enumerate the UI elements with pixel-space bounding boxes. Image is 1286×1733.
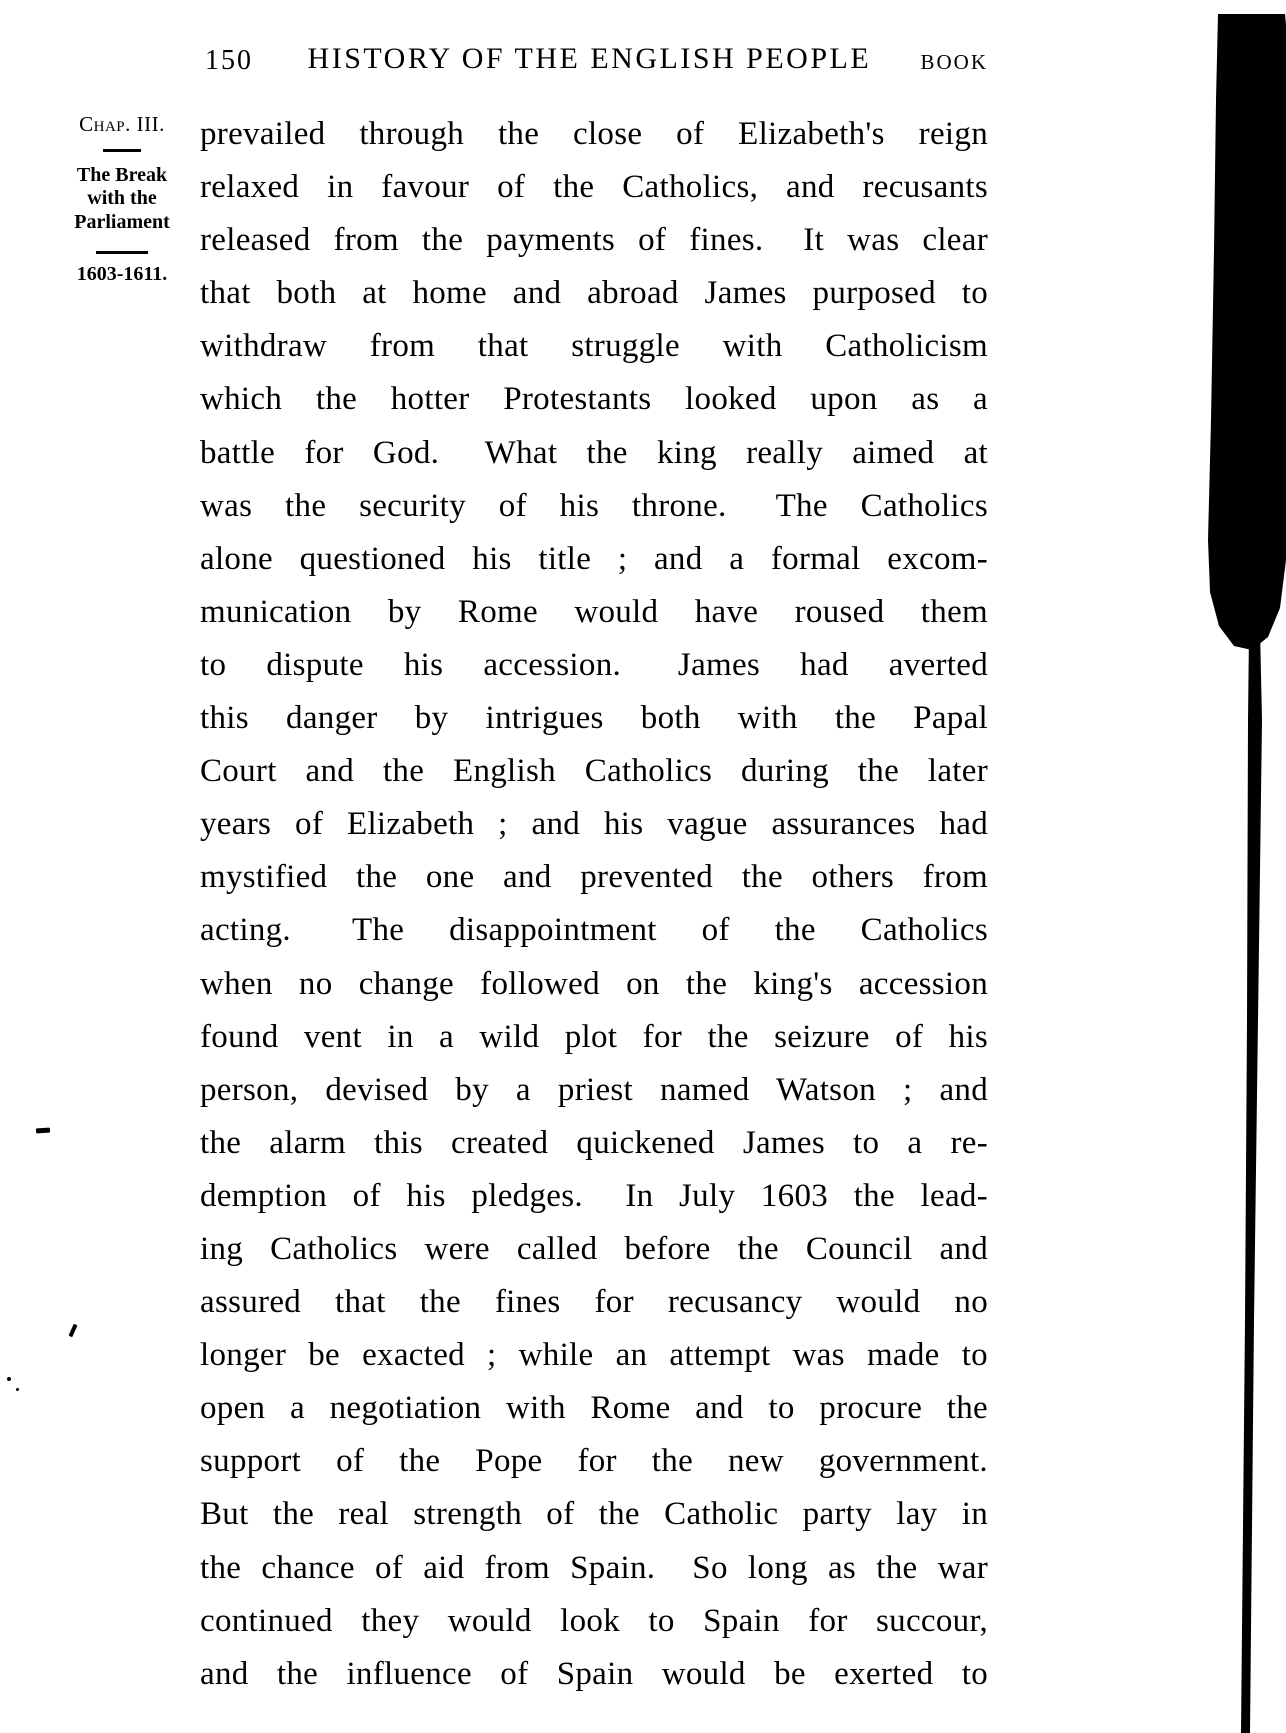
text-line: ing Catholics were called before the Council and	[200, 1230, 988, 1267]
text-line: found vent in a wild plot for the seizure of his	[200, 1018, 988, 1055]
scan-artifact-line	[1241, 630, 1262, 1733]
text-line: demption of his pledges. In July 1603 the lead-	[200, 1177, 988, 1214]
body-text	[200, 108, 988, 1701]
text-line: when no change followed on the king's accession	[200, 965, 988, 1002]
text-line: that both at home and abroad James purposed to	[200, 275, 988, 312]
text-line: the chance of aid from Spain. So long as the war	[200, 1549, 988, 1586]
margin-notes	[52, 112, 192, 286]
text-line: assured that the fines for recusancy would no	[200, 1284, 988, 1321]
text-line: withdraw from that struggle with Catholicism	[200, 328, 988, 365]
text-line: But the real strength of the Catholic party lay in	[200, 1496, 988, 1533]
text-line: acting. The disappointment of the Catholics	[200, 912, 988, 949]
stray-mark-tick	[69, 1324, 78, 1338]
text-line: released from the payments of fines. It was clear	[200, 222, 988, 259]
margin-note-title	[52, 164, 192, 235]
margin-note-date: 1603-1611.	[76, 262, 168, 285]
text-line: and the influence of Spain would be exerted to	[200, 1655, 988, 1692]
stray-mark-dot	[7, 1377, 11, 1381]
margin-rule	[96, 251, 148, 254]
margin-note-title-line: with the	[87, 187, 157, 210]
text-line: support of the Pope for the new government.	[200, 1443, 988, 1480]
text-line: battle for God. What the king really aimed at	[200, 434, 988, 471]
margin-note-chapter: Chap. III.	[79, 112, 165, 136]
text-line: was the security of his throne. The Catholics	[200, 487, 988, 524]
text-line: years of Elizabeth ; and his vague assurances had	[200, 806, 988, 843]
text-line: to dispute his accession. James had averted	[200, 646, 988, 683]
page-header	[200, 42, 990, 82]
text-line: Court and the English Catholics during the later	[200, 753, 988, 790]
stray-mark-dot	[16, 1388, 19, 1391]
margin-note-title-line: The Break	[76, 163, 168, 186]
text-line: relaxed in favour of the Catholics, and recusants	[200, 169, 988, 206]
text-line: longer be exacted ; while an attempt was made to	[200, 1337, 988, 1374]
text-line: which the hotter Protestants looked upon as a	[200, 381, 988, 418]
text-line: alone questioned his title ; and a formal excom-	[200, 540, 988, 577]
text-line: mystified the one and prevented the others from	[200, 859, 988, 896]
text-line: person, devised by a priest named Watson ; and	[200, 1071, 988, 1108]
running-title: HISTORY OF THE ENGLISH PEOPLE	[307, 42, 872, 75]
book-label: BOOK	[920, 50, 988, 74]
margin-note-title-line: Parliament	[74, 210, 170, 233]
page-number: 150	[205, 45, 253, 76]
text-line: prevailed through the close of Elizabeth's reign	[200, 116, 988, 152]
text-line: munication by Rome would have roused them	[200, 593, 988, 630]
stray-mark-dash	[36, 1128, 50, 1134]
text-line: open a negotiation with Rome and to procure the	[200, 1390, 988, 1427]
margin-rule	[103, 149, 141, 152]
scan-artifact-blob	[1208, 14, 1286, 650]
text-line: this danger by intrigues both with the Papal	[200, 700, 988, 737]
text-line: continued they would look to Spain for succour,	[200, 1602, 988, 1639]
text-line: the alarm this created quickened James to a re-	[200, 1124, 988, 1161]
